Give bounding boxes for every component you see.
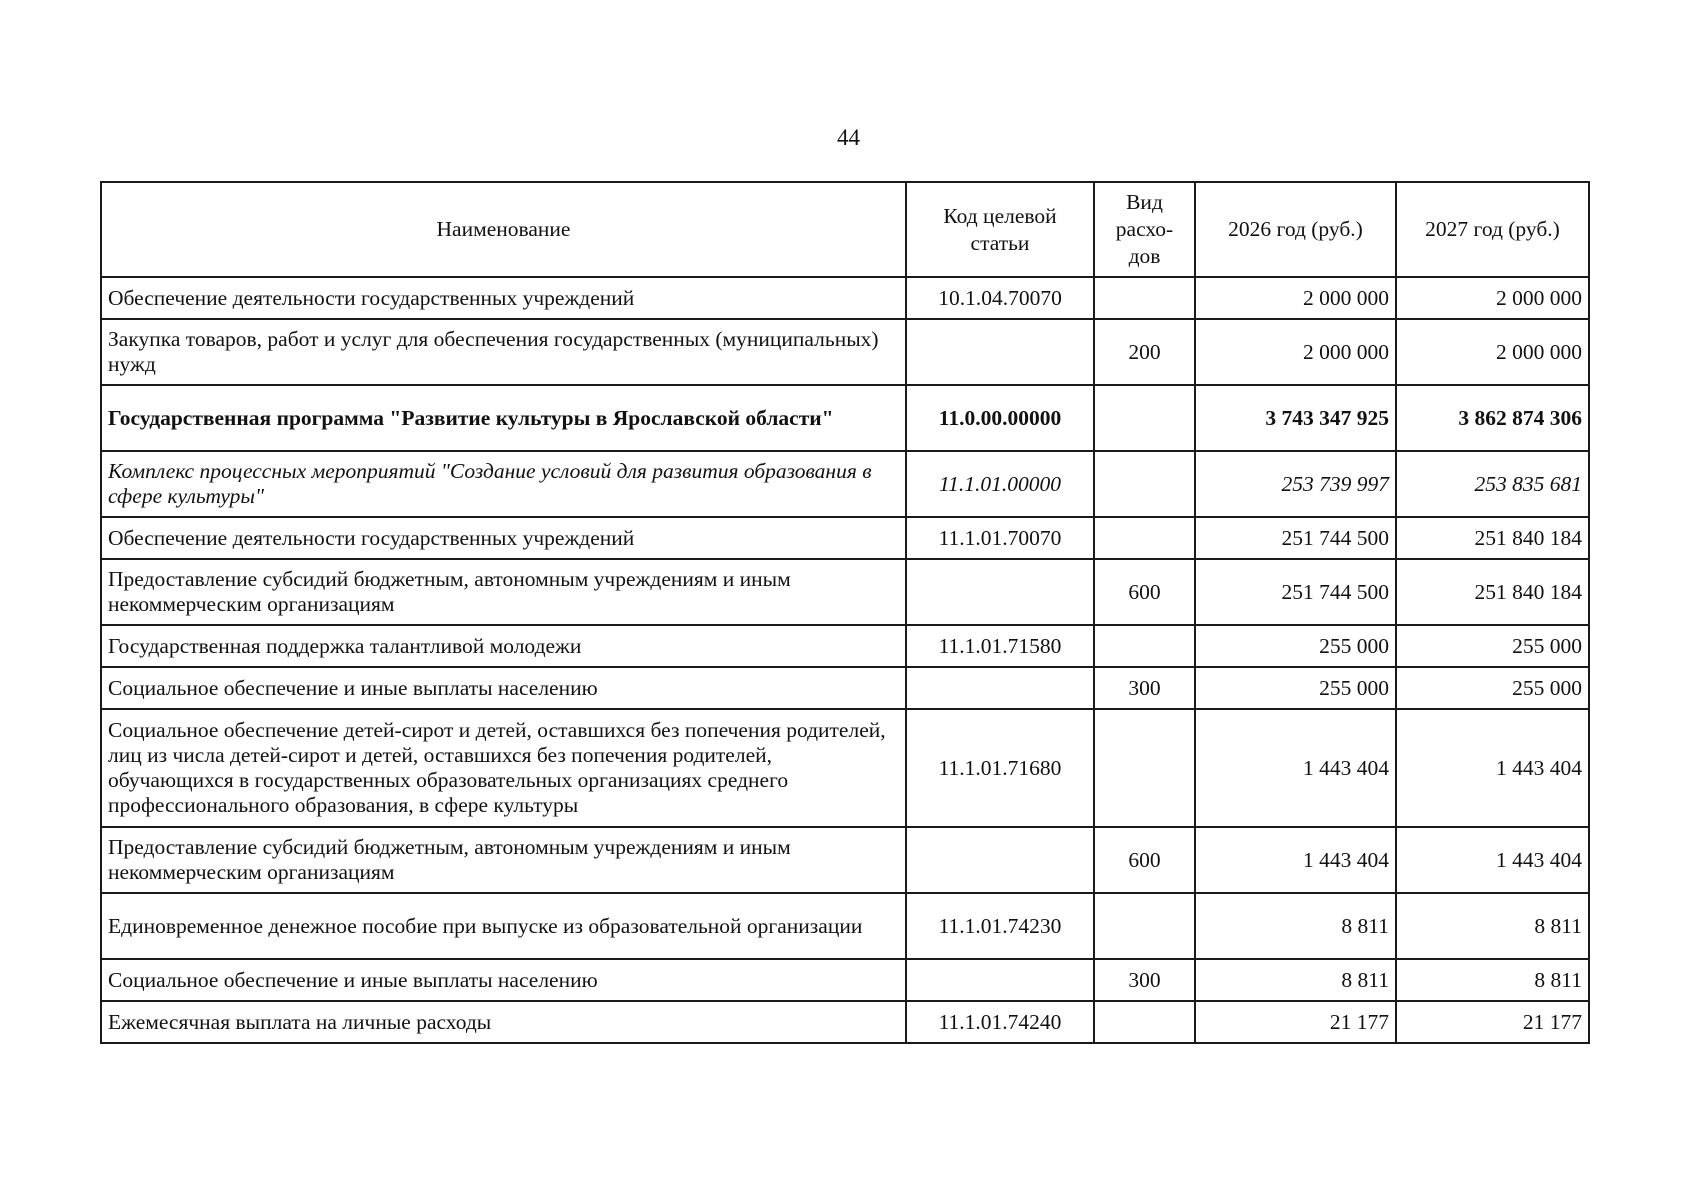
row-2026-cell: 2 000 000	[1195, 277, 1396, 319]
row-2027-cell: 21 177	[1396, 1001, 1589, 1043]
row-2027-cell: 253 835 681	[1396, 451, 1589, 517]
table-row	[101, 319, 1589, 385]
row-name-cell: Государственная программа "Развитие культуры в Ярославской области"	[101, 385, 906, 451]
row-2027-cell: 1 443 404	[1396, 827, 1589, 893]
row-name-cell: Обеспечение деятельности государственных учреждений	[101, 517, 906, 559]
row-2026-cell: 1 443 404	[1195, 827, 1396, 893]
row-kind-cell	[1094, 1001, 1195, 1043]
row-name-cell: Социальное обеспечение и иные выплаты населению	[101, 667, 906, 709]
table-row	[101, 559, 1589, 625]
header-2027: 2027 год (руб.)	[1396, 182, 1589, 277]
row-2027-cell: 2 000 000	[1396, 277, 1589, 319]
table-row	[101, 517, 1589, 559]
row-code-cell: 11.1.01.70070	[906, 517, 1094, 559]
row-2027-cell: 8 811	[1396, 959, 1589, 1001]
row-2026-cell: 2 000 000	[1195, 319, 1396, 385]
row-kind-cell	[1094, 451, 1195, 517]
table-row	[101, 1001, 1589, 1043]
row-kind-cell	[1094, 517, 1195, 559]
row-2026-cell: 255 000	[1195, 667, 1396, 709]
header-2026: 2026 год (руб.)	[1195, 182, 1396, 277]
row-name-cell: Комплекс процессных мероприятий "Создание условий для развития образования в сфере культуры"	[101, 451, 906, 517]
row-name-cell: Государственная поддержка талантливой молодежи	[101, 625, 906, 667]
table-row	[101, 709, 1589, 827]
row-code-cell: 11.1.01.71680	[906, 709, 1094, 827]
row-2027-cell: 255 000	[1396, 625, 1589, 667]
table-row	[101, 385, 1589, 451]
row-kind-cell	[1094, 893, 1195, 959]
table-row	[101, 625, 1589, 667]
row-kind-cell: 600	[1094, 559, 1195, 625]
row-code-cell	[906, 667, 1094, 709]
row-code-cell	[906, 959, 1094, 1001]
header-name: Наименование	[101, 182, 906, 277]
row-name-cell: Социальное обеспечение и иные выплаты населению	[101, 959, 906, 1001]
row-kind-cell: 300	[1094, 667, 1195, 709]
header-code: Код целевой статьи	[906, 182, 1094, 277]
table-row	[101, 667, 1589, 709]
row-code-cell: 11.0.00.00000	[906, 385, 1094, 451]
row-name-cell: Единовременное денежное пособие при выпуске из образовательной организации	[101, 893, 906, 959]
row-2027-cell: 251 840 184	[1396, 517, 1589, 559]
row-kind-cell: 600	[1094, 827, 1195, 893]
row-code-cell: 11.1.01.74230	[906, 893, 1094, 959]
page-number: 44	[837, 125, 860, 150]
table-row	[101, 827, 1589, 893]
row-kind-cell	[1094, 385, 1195, 451]
row-kind-cell	[1094, 625, 1195, 667]
row-2027-cell: 255 000	[1396, 667, 1589, 709]
row-2026-cell: 251 744 500	[1195, 559, 1396, 625]
table-row	[101, 451, 1589, 517]
row-2027-cell: 8 811	[1396, 893, 1589, 959]
row-2026-cell: 1 443 404	[1195, 709, 1396, 827]
table-row	[101, 893, 1589, 959]
row-name-cell: Предоставление субсидий бюджетным, автономным учреждениям и иным некоммерческим организациям	[101, 827, 906, 893]
table-header-row	[101, 182, 1589, 277]
row-code-cell: 11.1.01.74240	[906, 1001, 1094, 1043]
row-code-cell	[906, 827, 1094, 893]
row-name-cell: Обеспечение деятельности государственных учреждений	[101, 277, 906, 319]
row-code-cell: 10.1.04.70070	[906, 277, 1094, 319]
row-code-cell: 11.1.01.00000	[906, 451, 1094, 517]
row-2026-cell: 8 811	[1195, 893, 1396, 959]
table-row	[101, 959, 1589, 1001]
row-2026-cell: 253 739 997	[1195, 451, 1396, 517]
row-code-cell: 11.1.01.71580	[906, 625, 1094, 667]
header-kind: Вид расхо-дов	[1094, 182, 1195, 277]
row-kind-cell: 200	[1094, 319, 1195, 385]
row-kind-cell	[1094, 709, 1195, 827]
row-kind-cell: 300	[1094, 959, 1195, 1001]
row-name-cell: Предоставление субсидий бюджетным, автономным учреждениям и иным некоммерческим организациям	[101, 559, 906, 625]
row-2027-cell: 1 443 404	[1396, 709, 1589, 827]
row-2026-cell: 3 743 347 925	[1195, 385, 1396, 451]
row-kind-cell	[1094, 277, 1195, 319]
row-name-cell: Ежемесячная выплата на личные расходы	[101, 1001, 906, 1043]
table-row	[101, 277, 1589, 319]
row-2027-cell: 2 000 000	[1396, 319, 1589, 385]
row-2027-cell: 251 840 184	[1396, 559, 1589, 625]
row-2026-cell: 21 177	[1195, 1001, 1396, 1043]
row-name-cell: Социальное обеспечение детей-сирот и детей, оставшихся без попечения родителей, лиц из числа детей-сирот и детей, оставшихся без попечения родителей, обучающихся в государственных образовательных организациях среднего профессионального образования, в сфере культуры	[101, 709, 906, 827]
row-2026-cell: 8 811	[1195, 959, 1396, 1001]
row-2026-cell: 251 744 500	[1195, 517, 1396, 559]
budget-table	[100, 181, 1590, 1044]
row-2027-cell: 3 862 874 306	[1396, 385, 1589, 451]
row-code-cell	[906, 559, 1094, 625]
row-2026-cell: 255 000	[1195, 625, 1396, 667]
row-name-cell: Закупка товаров, работ и услуг для обеспечения государственных (муниципальных) нужд	[101, 319, 906, 385]
row-code-cell	[906, 319, 1094, 385]
